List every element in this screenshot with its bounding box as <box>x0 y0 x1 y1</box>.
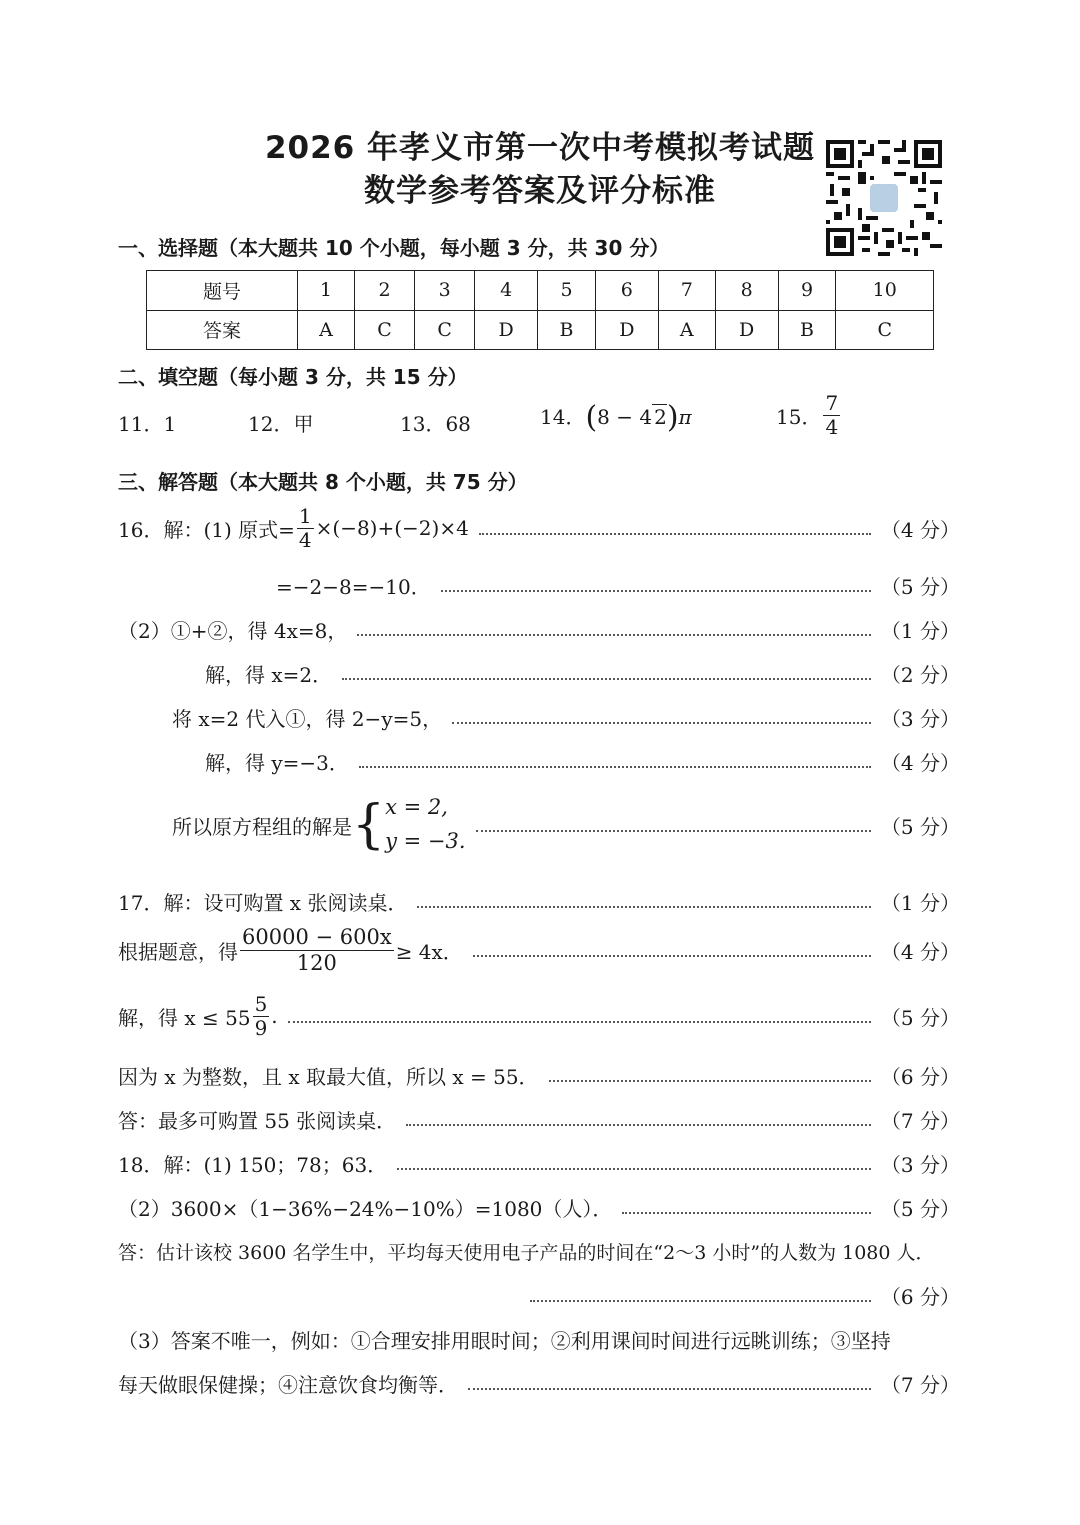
q17-line5: 答：最多可购置 55 张阅读桌． （7 分） <box>118 1108 960 1133</box>
table-cell: 9 <box>778 271 836 311</box>
answer-table-answer-row <box>147 310 934 350</box>
q16-line2: =−2−8=−10． （5 分） <box>276 574 960 599</box>
q18-line3: 答：估计该校 3600 名学生中，平均每天使用电子产品的时间在“2～3 小时”的人数为 1080 人． <box>118 1241 935 1264</box>
table-cell: A <box>658 310 715 350</box>
q16-line3: （2）①+②，得 4x=8， （1 分） <box>118 618 960 643</box>
fill-answer-14-label: 14． <box>540 405 586 429</box>
fill-answer-14-root: 2 <box>654 405 667 429</box>
table-cell: 6 <box>595 271 658 311</box>
table-cell: B <box>778 310 836 350</box>
qr-code-icon <box>826 140 942 256</box>
q18-line3-points: （6 分） <box>530 1280 960 1310</box>
fill-answer-15-fraction: $\frac{7}{4}$ <box>825 391 839 439</box>
answer-table <box>146 270 934 350</box>
q18-line1: 18．解：(1) 150；78；63． （3 分） <box>118 1152 960 1177</box>
q16-line7: 所以原方程组的解是 { x = 2, y = −3. （5 分） <box>172 790 960 860</box>
table-cell: D <box>475 310 538 350</box>
table-cell: C <box>354 310 414 350</box>
table-cell: A <box>297 310 354 350</box>
fill-answer-13: 13．68 <box>400 412 471 436</box>
page-title-line2: 数学参考答案及评分标准 <box>364 173 716 209</box>
table-label: 题号 <box>147 271 298 311</box>
q18-line5: 每天做眼保健操；④注意饮食均衡等． （7 分） <box>118 1372 960 1397</box>
fill-answer-14: 14．(8 − 4 2)π <box>540 400 692 435</box>
q17-line3: 解，得 x ≤ 55 $\frac{5}{9}$ . （5 分） <box>118 991 960 1040</box>
equation-system: x = 2, y = −3. <box>385 795 466 853</box>
q17-line2: 根据题意，得 $\frac{60000 - 600x}{120}$ ≥ 4x． （4 分） <box>118 925 960 975</box>
q16-line5: 将 x=2 代入①，得 2−y=5， （3 分） <box>172 706 960 731</box>
table-cell: D <box>595 310 658 350</box>
section2-heading: 二、填空题（每小题 3 分，共 15 分） <box>118 365 468 389</box>
fill-answer-14-expr: 8 − 4 <box>597 405 653 429</box>
table-cell: 5 <box>538 271 596 311</box>
table-cell: 8 <box>715 271 778 311</box>
section3-heading: 三、解答题（本大题共 8 个小题，共 75 分） <box>118 470 528 494</box>
fill-answer-15-label: 15． <box>776 405 822 429</box>
table-cell: C <box>836 310 934 350</box>
table-cell: 2 <box>354 271 414 311</box>
fill-answer-11: 11．1 <box>118 412 177 436</box>
table-cell: D <box>715 310 778 350</box>
table-cell: C <box>415 310 475 350</box>
answer-table-number-row <box>147 271 934 311</box>
table-cell: 7 <box>658 271 715 311</box>
table-cell: B <box>538 310 596 350</box>
q16-line1: 16．解：(1) 原式= $\frac{1}{4}$ ×(−8)+(−2)×4 （4 分） <box>118 503 960 552</box>
q18-line2: （2）3600×（1−36%−24%−10%）=1080（人）． （5 分） <box>118 1196 960 1221</box>
page-title-line1: 2026 年孝义市第一次中考模拟考试题 <box>264 130 816 166</box>
table-cell: 10 <box>836 271 934 311</box>
table-label: 答案 <box>147 310 298 350</box>
q17-line4: 因为 x 为整数，且 x 取最大值，所以 x = 55． （6 分） <box>118 1064 960 1089</box>
fill-answer-12: 12．甲 <box>248 412 314 436</box>
fill-answer-14-pi: π <box>678 405 692 429</box>
fill-answer-15 <box>776 392 842 439</box>
section1-heading: 一、选择题（本大题共 10 个小题，每小题 3 分，共 30 分） <box>118 236 670 260</box>
leader-dots <box>479 533 871 535</box>
q16-line4: 解，得 x=2． （2 分） <box>205 662 960 687</box>
q17-line1: 17．解：设可购置 x 张阅读桌． （1 分） <box>118 890 960 915</box>
table-cell: 1 <box>297 271 354 311</box>
table-cell: 3 <box>415 271 475 311</box>
q18-line4: （3）答案不唯一，例如：①合理安排用眼时间；②利用课间时间进行远眺训练；③坚持 <box>118 1328 891 1353</box>
table-cell: 4 <box>475 271 538 311</box>
q16-line6: 解，得 y=−3． （4 分） <box>205 750 960 775</box>
